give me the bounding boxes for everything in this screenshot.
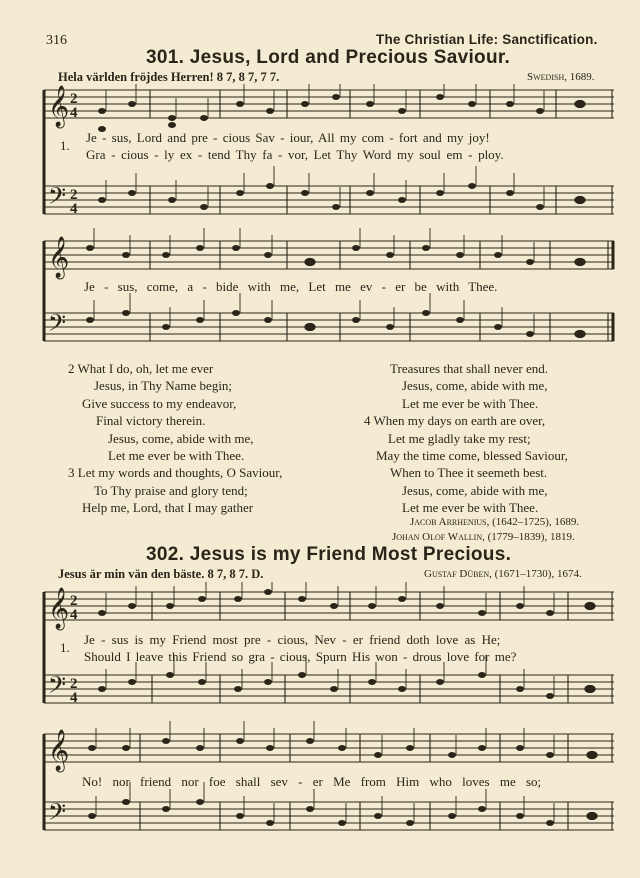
verse-line: To Thy praise and glory tend; <box>94 482 248 498</box>
verse-line: May the time come, blessed Saviour, <box>376 448 568 464</box>
hymn-302-lyric-line-1: Je - sus is my Friend most pre - cious, Nev - er friend doth love as He; <box>84 632 501 647</box>
section-title: The Christian Life: Sanctification. <box>376 32 598 47</box>
verse-line: Let me ever be with Thee. <box>108 448 245 464</box>
hymn-301-translator-credit: Johan Olof Wallin, (1779–1839), 1819. <box>392 531 575 543</box>
bass-time-bottom: 4 <box>70 690 78 706</box>
hymn-301-lyric-line-1: Je - sus, Lord and pre - cious Sav - iour, All my com - fort and my joy! <box>86 130 490 145</box>
time-signature-bottom: 4 <box>70 105 78 121</box>
hymn-302-tune: Jesus är min vän den bäste. 8 7, 8 7. D. <box>58 567 264 581</box>
verse-line: Let me gladly take my rest; <box>388 430 531 446</box>
hymn-301-tune: Hela världen fröjdes Herren! 8 7, 8 7, 7 7. <box>58 70 280 84</box>
verse-line: Let me ever be with Thee. <box>402 500 539 516</box>
verse-line: Give success to my endeavor, <box>82 395 237 411</box>
hymn-301-author-credit: Jacob Arrhenius, (1642–1725), 1689. <box>410 516 580 528</box>
hymn-301-tune-source: Swedish, 1689. <box>527 71 595 83</box>
verse-line: When to Thee it seemeth best. <box>390 465 548 481</box>
time-signature-top: 2 <box>70 91 78 107</box>
bass-staff <box>44 186 614 214</box>
verse-line: Jesus, in Thy Name begin; <box>94 378 233 394</box>
hymn-301-lyric-line-2: Gra - cious - ly ex - tend Thy fa - vor, Let Thy Word my soul em - ploy. <box>86 147 504 162</box>
verse-line: Final victory therein. <box>96 413 206 429</box>
treble-clef: 𝄞 <box>48 86 70 127</box>
hymn-302-tune-source: Gustaf Düben, (1671–1730), 1674. <box>424 568 582 580</box>
hymn-302-lyric-line-2: Should I leave this Friend so gra - cious, Spurn His won - drous love for me? <box>84 649 517 664</box>
verse-line: 4 When my days on earth are over, <box>364 413 546 429</box>
bass-clef: 𝄢 <box>48 798 67 831</box>
time-signature-bottom: 4 <box>70 607 78 623</box>
hymn-301-score <box>0 84 640 359</box>
hymn-301-verses-left <box>68 360 282 517</box>
hymn-302-title: 302. Jesus is my Friend Most Precious. <box>146 544 512 565</box>
bass-clef: 𝄢 <box>48 309 67 342</box>
bass-time-top: 2 <box>70 187 78 203</box>
bass-time-bottom: 4 <box>70 201 78 217</box>
hymn-302-lyric-line-3: No! nor friend nor foe shall sev - er Me from Him who loves me so; <box>82 774 542 789</box>
bass-time-top: 2 <box>70 676 78 692</box>
verse-line: 2 What I do, oh, let me ever <box>68 361 214 376</box>
verse-line: Jesus, come, abide with me, <box>402 482 548 498</box>
hymn-302-score <box>0 582 640 878</box>
verse-line: Jesus, come, abide with me, <box>402 378 548 394</box>
hymn-301-verses-right <box>364 360 568 517</box>
hymn-302-verse-number: 1. <box>60 640 70 655</box>
verse-line: Treasures that shall never end. <box>390 361 549 376</box>
bass-staff <box>44 802 614 830</box>
treble-clef: 𝄞 <box>48 588 70 629</box>
page-number: 316 <box>46 33 67 48</box>
treble-clef: 𝄞 <box>48 730 70 771</box>
time-signature-top: 2 <box>70 593 78 609</box>
bass-staff <box>44 313 614 341</box>
verse-line: Jesus, come, abide with me, <box>108 430 254 446</box>
hymn-301-title: 301. Jesus, Lord and Precious Saviour. <box>146 47 511 68</box>
bass-clef: 𝄢 <box>48 671 67 704</box>
verse-line: Let me ever be with Thee. <box>402 395 539 411</box>
hymn-301-lyric-line-3: Je - sus, come, a - bide with me, Let me ev - er be with Thee. <box>84 279 498 294</box>
verse-line: Help me, Lord, that I may gather <box>82 500 254 516</box>
bass-staff <box>44 675 614 703</box>
hymn-301-verse-number: 1. <box>60 138 70 153</box>
treble-clef: 𝄞 <box>48 237 70 278</box>
bass-clef: 𝄢 <box>48 182 67 215</box>
verse-line: 3 Let my words and thoughts, O Saviour, <box>68 465 283 481</box>
